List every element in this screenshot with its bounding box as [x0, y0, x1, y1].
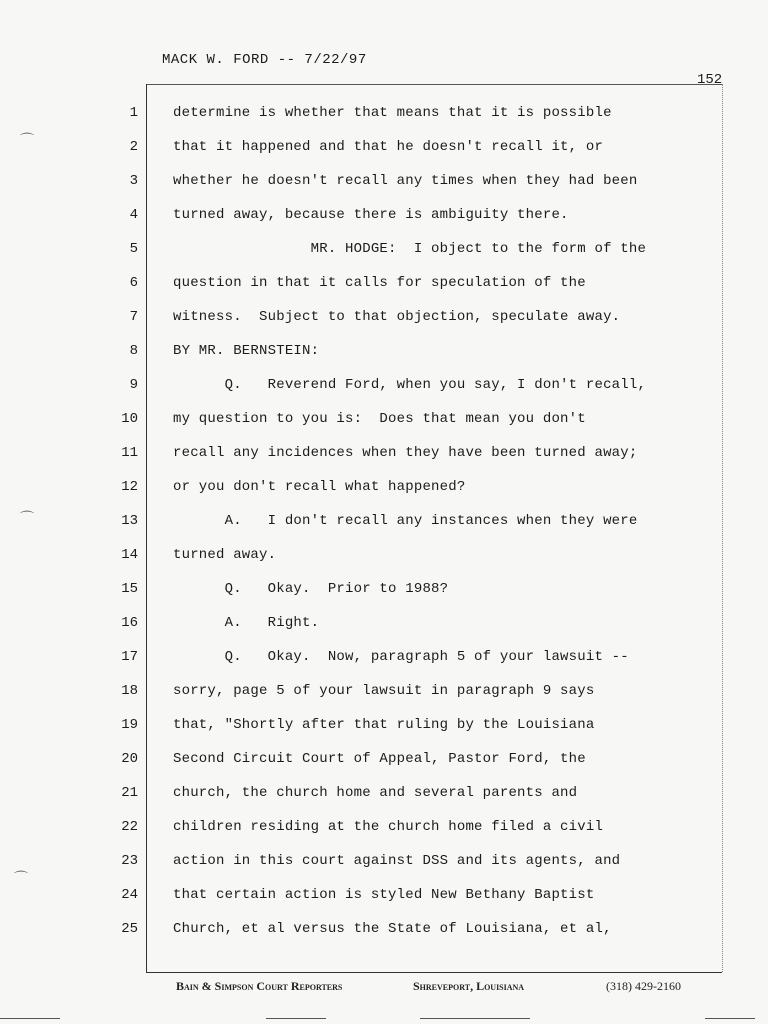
line-text: A. Right. — [173, 615, 320, 631]
line-number: 9 — [129, 377, 138, 393]
transcript-line — [0, 232, 768, 266]
line-number: 13 — [121, 513, 138, 529]
line-text: Church, et al versus the State of Louisiana, et al, — [173, 921, 612, 937]
line-number: 7 — [129, 309, 138, 325]
transcript-line — [0, 708, 768, 742]
line-number: 2 — [129, 139, 138, 155]
line-text: recall any incidences when they have been turned away; — [173, 445, 638, 461]
line-number: 20 — [121, 751, 138, 767]
line-number: 18 — [121, 683, 138, 699]
transcript-line — [0, 164, 768, 198]
line-number: 25 — [121, 921, 138, 937]
scan-mark: ⌒ — [20, 133, 34, 149]
line-number: 3 — [129, 173, 138, 189]
line-number: 1 — [129, 105, 138, 121]
line-text: sorry, page 5 of your lawsuit in paragraph 9 says — [173, 683, 595, 699]
footer-reporter: Bain & Simpson Court Reporters — [176, 979, 343, 993]
line-number: 17 — [121, 649, 138, 665]
transcript-line — [0, 334, 768, 368]
transcript-line — [0, 130, 768, 164]
transcript-line — [0, 266, 768, 300]
line-text: or you don't recall what happened? — [173, 479, 466, 495]
line-text: turned away, because there is ambiguity there. — [173, 207, 569, 223]
transcript-line — [0, 572, 768, 606]
scan-mark: ⌒ — [14, 871, 28, 887]
bottom-rule — [705, 1018, 755, 1019]
line-text: that, "Shortly after that ruling by the Louisiana — [173, 717, 595, 733]
transcript-header: MACK W. FORD -- 7/22/97 — [162, 52, 367, 68]
line-number: 19 — [121, 717, 138, 733]
line-text: determine is whether that means that it is possible — [173, 105, 612, 121]
transcript-line — [0, 878, 768, 912]
line-number: 4 — [129, 207, 138, 223]
frame-bottom-border — [146, 972, 722, 973]
line-number: 24 — [121, 887, 138, 903]
bottom-rule — [0, 1018, 60, 1019]
transcript-line — [0, 538, 768, 572]
transcript-line — [0, 470, 768, 504]
line-text: that certain action is styled New Bethany Baptist — [173, 887, 595, 903]
page-number: 152 — [697, 72, 723, 88]
line-text: that it happened and that he doesn't recall it, or — [173, 139, 604, 155]
transcript-line — [0, 436, 768, 470]
line-text: church, the church home and several parents and — [173, 785, 578, 801]
line-text: BY MR. BERNSTEIN: — [173, 343, 320, 359]
line-number: 21 — [121, 785, 138, 801]
line-text: turned away. — [173, 547, 277, 563]
line-number: 11 — [121, 445, 138, 461]
line-text: my question to you is: Does that mean you don't — [173, 411, 586, 427]
line-text: whether he doesn't recall any times when they had been — [173, 173, 638, 189]
footer-location: Shreveport, Louisiana — [413, 979, 525, 993]
line-text: question in that it calls for speculation of the — [173, 275, 586, 291]
scan-mark: ⌒ — [20, 511, 34, 527]
line-text: action in this court against DSS and its agents, and — [173, 853, 621, 869]
line-text: children residing at the church home filed a civil — [173, 819, 604, 835]
line-number: 16 — [121, 615, 138, 631]
line-number: 15 — [121, 581, 138, 597]
line-number: 8 — [129, 343, 138, 359]
line-text: A. I don't recall any instances when they were — [173, 513, 638, 529]
transcript-line — [0, 300, 768, 334]
transcript-line — [0, 810, 768, 844]
line-text: Q. Reverend Ford, when you say, I don't recall, — [173, 377, 647, 393]
transcript-line — [0, 606, 768, 640]
line-number: 23 — [121, 853, 138, 869]
transcript-line — [0, 640, 768, 674]
line-text: witness. Subject to that objection, speculate away. — [173, 309, 621, 325]
transcript-line — [0, 402, 768, 436]
line-number: 5 — [129, 241, 138, 257]
line-text: MR. HODGE: I object to the form of the — [173, 241, 647, 257]
transcript-line — [0, 504, 768, 538]
line-number: 12 — [121, 479, 138, 495]
transcript-line — [0, 368, 768, 402]
transcript-line — [0, 674, 768, 708]
transcript-line — [0, 742, 768, 776]
line-text: Q. Okay. Prior to 1988? — [173, 581, 449, 597]
transcript-line — [0, 912, 768, 946]
line-number: 14 — [121, 547, 138, 563]
transcript-line — [0, 776, 768, 810]
frame-top-border — [146, 84, 722, 85]
transcript-line — [0, 96, 768, 130]
line-text: Second Circuit Court of Appeal, Pastor Ford, the — [173, 751, 586, 767]
line-number: 10 — [121, 411, 138, 427]
line-number: 22 — [121, 819, 138, 835]
bottom-rule — [266, 1018, 326, 1019]
line-number: 6 — [129, 275, 138, 291]
transcript-line — [0, 844, 768, 878]
line-text: Q. Okay. Now, paragraph 5 of your lawsuit -- — [173, 649, 629, 665]
footer-phone: (318) 429-2160 — [606, 979, 681, 993]
bottom-rule — [420, 1018, 530, 1019]
transcript-line — [0, 198, 768, 232]
